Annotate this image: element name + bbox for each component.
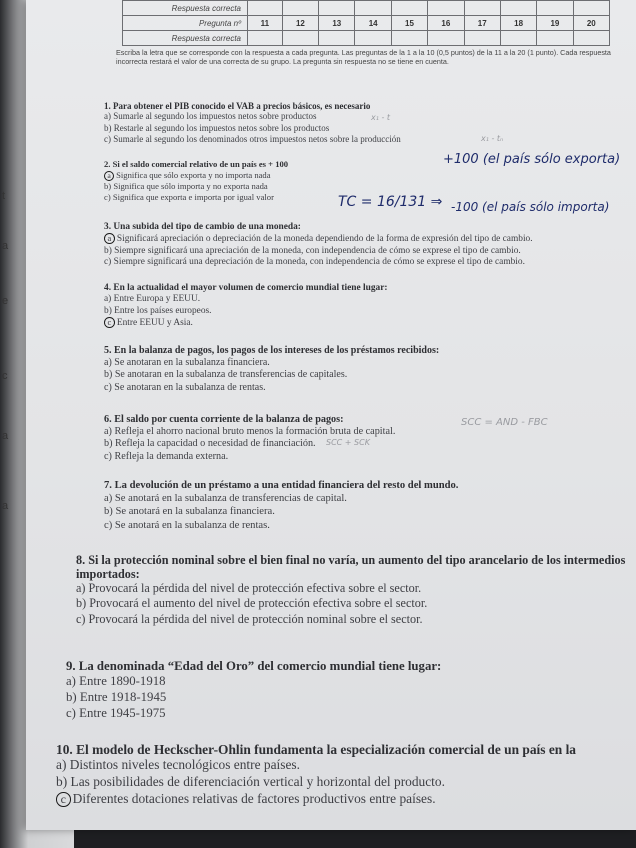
question-number: 11 xyxy=(248,16,283,31)
question-1 xyxy=(104,101,634,145)
option-a[interactable] xyxy=(104,357,634,370)
option-text: Significará apreciación o depreciación de la moneda dependiendo de la forma de expresión del tipo de cambio. xyxy=(116,233,533,244)
question-number-label: Pregunta nº xyxy=(123,16,248,31)
question-number: 13 xyxy=(319,16,355,31)
option-letter-circled: c xyxy=(56,792,71,807)
option-b[interactable] xyxy=(104,181,634,192)
option-b[interactable] xyxy=(104,369,634,382)
option-text: Sumarle al segundo los denominados otros impuestos netos sobre la producción xyxy=(113,133,401,144)
answer-cell[interactable] xyxy=(500,31,536,46)
option-letter: a) xyxy=(104,493,113,505)
margin-mark: a xyxy=(2,500,9,512)
option-letter: b) xyxy=(76,596,87,611)
option-text: Significa que exporta e importa por igual valor xyxy=(112,191,274,202)
option-letter: b) xyxy=(104,369,113,380)
option-text: Refleja la demanda externa. xyxy=(114,451,229,463)
option-letter: a) xyxy=(76,581,86,596)
margin-mark: e xyxy=(2,295,9,307)
question-10 xyxy=(56,742,636,808)
option-text: Provocará la pérdida del nivel de protección efectiva sobre el sector. xyxy=(88,581,422,596)
question-title: 1. Para obtener el PIB conocido el VAB a precios básicos, es necesario xyxy=(104,101,371,111)
option-letter: a) xyxy=(104,111,111,122)
question-title: 3. Una subida del tipo de cambio de una moneda: xyxy=(104,222,301,232)
answer-cell[interactable] xyxy=(537,1,573,16)
option-b[interactable] xyxy=(104,505,634,518)
question-title: 5. En la balanza de pagos, los pagos de los intereses de los préstamos recibidos: xyxy=(104,345,440,356)
option-text: Sumarle al segundo los impuestos netos sobre productos xyxy=(113,111,317,122)
answer-table xyxy=(122,0,610,46)
option-c[interactable] xyxy=(104,451,634,464)
question-number: 18 xyxy=(500,16,536,31)
answer-cell[interactable] xyxy=(319,31,355,46)
option-a[interactable] xyxy=(104,426,634,439)
option-letter: c) xyxy=(66,705,76,720)
option-letter: b) xyxy=(104,506,113,518)
option-a[interactable] xyxy=(104,294,634,306)
option-text: Se anotaran en la subalanza de transferencias de capitales. xyxy=(114,369,348,380)
margin-mark: a xyxy=(2,240,9,252)
option-letter: b) xyxy=(66,689,77,704)
answer-cell[interactable] xyxy=(319,1,355,16)
option-text: Se anotará en la subalanza de transferencias de capital. xyxy=(114,493,347,505)
question-4 xyxy=(104,283,634,330)
question-title: 10. El modelo de Heckscher-Ohlin fundamenta la especialización comercial de un país en la xyxy=(56,742,576,757)
answer-cell[interactable] xyxy=(428,31,464,46)
option-c[interactable] xyxy=(66,706,596,722)
option-a[interactable] xyxy=(104,170,634,181)
option-letter: c) xyxy=(104,257,112,268)
option-letter: c) xyxy=(104,451,112,463)
option-letter: b) xyxy=(104,122,112,133)
option-letter-circled: a xyxy=(104,233,115,244)
handwritten-note-q6b: SCC + SCK xyxy=(326,438,370,447)
option-a[interactable] xyxy=(66,674,596,690)
answer-cell[interactable] xyxy=(464,1,500,16)
instructions: Escriba la letra que se corresponde con la respuesta a cada pregunta. Las preguntas de la 1 a la 10 (0,5 puntos) de la 11 a la 20 (1 punto). Cada respuesta incorrecta restará el valor de una correcta de su grupo. La pregunta sin respuesta no se tiene en cuenta. xyxy=(116,48,611,66)
option-b[interactable] xyxy=(76,596,636,611)
answer-cell[interactable] xyxy=(428,1,464,16)
option-letter: a) xyxy=(56,757,67,773)
question-number: 16 xyxy=(428,16,464,31)
option-text: Siempre significará una depreciación de la moneda, con independencia de cómo se exprese el tipo de cambio. xyxy=(113,257,525,268)
option-text: Refleja el ahorro nacional bruto menos la formación bruta de capital. xyxy=(114,425,396,437)
handwritten-note-q1a: x₁ - t xyxy=(371,113,391,122)
option-letter-circled: c xyxy=(104,317,115,328)
answer-cell[interactable] xyxy=(573,1,609,16)
option-letter: c) xyxy=(104,381,112,393)
answer-cell[interactable] xyxy=(355,31,391,46)
question-9 xyxy=(66,659,596,722)
option-b[interactable] xyxy=(104,306,634,318)
question-title: 7. La devolución de un préstamo a una entidad financiera del resto del mundo. xyxy=(104,480,459,491)
question-title: 8. Si la protección nominal sobre el bien final no varía, un aumento del tipo arancelario de los intermedios importados: xyxy=(76,553,626,582)
option-letter: a) xyxy=(104,356,112,368)
option-text: Entre 1945-1975 xyxy=(79,705,166,720)
question-number: 20 xyxy=(573,16,609,31)
answer-cell[interactable] xyxy=(282,1,318,16)
question-number-row xyxy=(123,16,610,31)
answer-cell[interactable] xyxy=(464,31,500,46)
answer-cell[interactable] xyxy=(537,31,573,46)
question-8 xyxy=(76,553,636,627)
option-text: Entre los países europeos. xyxy=(114,305,212,316)
question-number: 15 xyxy=(391,16,427,31)
option-text: Restarle al segundo los impuestos netos sobre los productos xyxy=(113,122,330,133)
answer-cell[interactable] xyxy=(248,31,283,46)
answer-row-label: Respuesta correcta xyxy=(123,31,248,46)
option-text: Las posibilidades de diferenciación vertical y horizontal del producto. xyxy=(70,774,445,790)
handwritten-note-q1c: x₁ - tₙ xyxy=(481,134,504,143)
question-title: 2. Si el saldo comercial relativo de un país es + 100 xyxy=(104,159,289,169)
option-text: Se anotaran en la subalanza de rentas. xyxy=(114,381,266,393)
option-letter: b) xyxy=(104,245,112,256)
option-b[interactable] xyxy=(104,246,634,258)
question-title: 4. En la actualidad el mayor volumen de comercio mundial tiene lugar: xyxy=(104,283,388,293)
option-a[interactable] xyxy=(104,111,634,122)
handwritten-formula-q2: TC = 16/131 ⇒ xyxy=(338,194,443,210)
option-letter: b) xyxy=(104,305,112,316)
option-a[interactable] xyxy=(76,581,636,596)
option-text: Significa que sólo exporta y no importa nada xyxy=(116,169,271,180)
option-letter: b) xyxy=(104,181,112,191)
option-b[interactable] xyxy=(56,774,636,791)
option-letter: a) xyxy=(104,425,112,437)
option-a[interactable] xyxy=(56,757,636,774)
option-text: Provocará el aumento del nivel de protección efectiva sobre el sector. xyxy=(89,596,428,611)
option-text: Siempre significará una apreciación de la moneda, con independencia de cómo se exprese el tipo de cambio. xyxy=(114,245,521,256)
answer-cell[interactable] xyxy=(391,1,427,16)
option-text: Entre 1890-1918 xyxy=(79,673,166,688)
question-number: 17 xyxy=(464,16,500,31)
option-text: Provocará la pérdida del nivel de protección nominal sobre el sector. xyxy=(88,611,423,626)
exam-page xyxy=(26,0,636,830)
question-title: 9. La denominada “Edad del Oro” del comercio mundial tiene lugar: xyxy=(66,659,442,673)
option-c[interactable] xyxy=(56,791,636,808)
option-c[interactable] xyxy=(104,134,634,145)
option-letter: a) xyxy=(104,293,112,304)
option-letter: a) xyxy=(66,673,76,688)
option-letter: b) xyxy=(56,774,68,790)
answer-cell[interactable] xyxy=(573,31,609,46)
option-text: Se anotará en la subalanza financiera. xyxy=(115,506,275,518)
option-c[interactable] xyxy=(104,257,634,269)
question-5 xyxy=(104,345,634,394)
option-text: Entre Europa y EEUU. xyxy=(113,293,201,304)
question-7 xyxy=(104,480,634,532)
option-c[interactable] xyxy=(104,382,634,395)
option-letter: c) xyxy=(104,191,111,202)
option-letter-circled: a xyxy=(104,171,114,181)
option-text: Se anotaran en la subalanza financiera. xyxy=(114,356,270,368)
margin-mark: t xyxy=(2,190,6,202)
answer-cell[interactable] xyxy=(282,31,318,46)
answer-cell[interactable] xyxy=(355,1,391,16)
option-c[interactable] xyxy=(76,612,636,627)
option-text: Distintos niveles tecnológicos entre países. xyxy=(69,757,300,773)
option-letter: c) xyxy=(104,133,111,144)
handwritten-note-q2-bottom: -100 (el país sólo importa) xyxy=(451,200,610,214)
option-c[interactable] xyxy=(104,519,634,532)
option-text: Significa que sólo importa y no exporta nada xyxy=(113,181,268,191)
margin-mark: c xyxy=(2,370,8,382)
answer-cell[interactable] xyxy=(391,31,427,46)
margin-mark: a xyxy=(2,430,9,442)
question-number: 14 xyxy=(355,16,391,31)
question-number: 12 xyxy=(282,16,318,31)
answer-row-bottom xyxy=(123,31,610,46)
option-text: Diferentes dotaciones relativas de factores productivos entre países. xyxy=(72,790,436,806)
option-text: Entre EEUU y Asia. xyxy=(116,318,193,329)
option-text: Refleja la capacidad o necesidad de financiación. xyxy=(115,438,316,450)
answer-row-top xyxy=(123,1,610,16)
option-a[interactable] xyxy=(104,233,634,246)
answer-cell[interactable] xyxy=(500,1,536,16)
question-3 xyxy=(104,222,634,269)
option-c[interactable] xyxy=(104,317,634,330)
handwritten-note-q6: SCC = AND - FBC xyxy=(461,417,548,428)
option-b[interactable] xyxy=(66,690,596,706)
option-letter: c) xyxy=(76,611,86,626)
option-letter: b) xyxy=(104,438,113,450)
option-text: Entre 1918-1945 xyxy=(79,689,167,704)
question-title: 6. El saldo por cuenta corriente de la balanza de pagos: xyxy=(104,414,344,425)
answer-cell[interactable] xyxy=(248,1,283,16)
option-letter: c) xyxy=(104,519,113,531)
option-text: Se anotará en la subalanza de rentas. xyxy=(114,519,270,531)
option-a[interactable] xyxy=(104,492,634,505)
option-b[interactable] xyxy=(104,123,634,134)
question-number: 19 xyxy=(537,16,573,31)
handwritten-note-q2-top: +100 (el país sólo exporta) xyxy=(443,152,621,167)
answer-row-label: Respuesta correcta xyxy=(123,1,248,16)
